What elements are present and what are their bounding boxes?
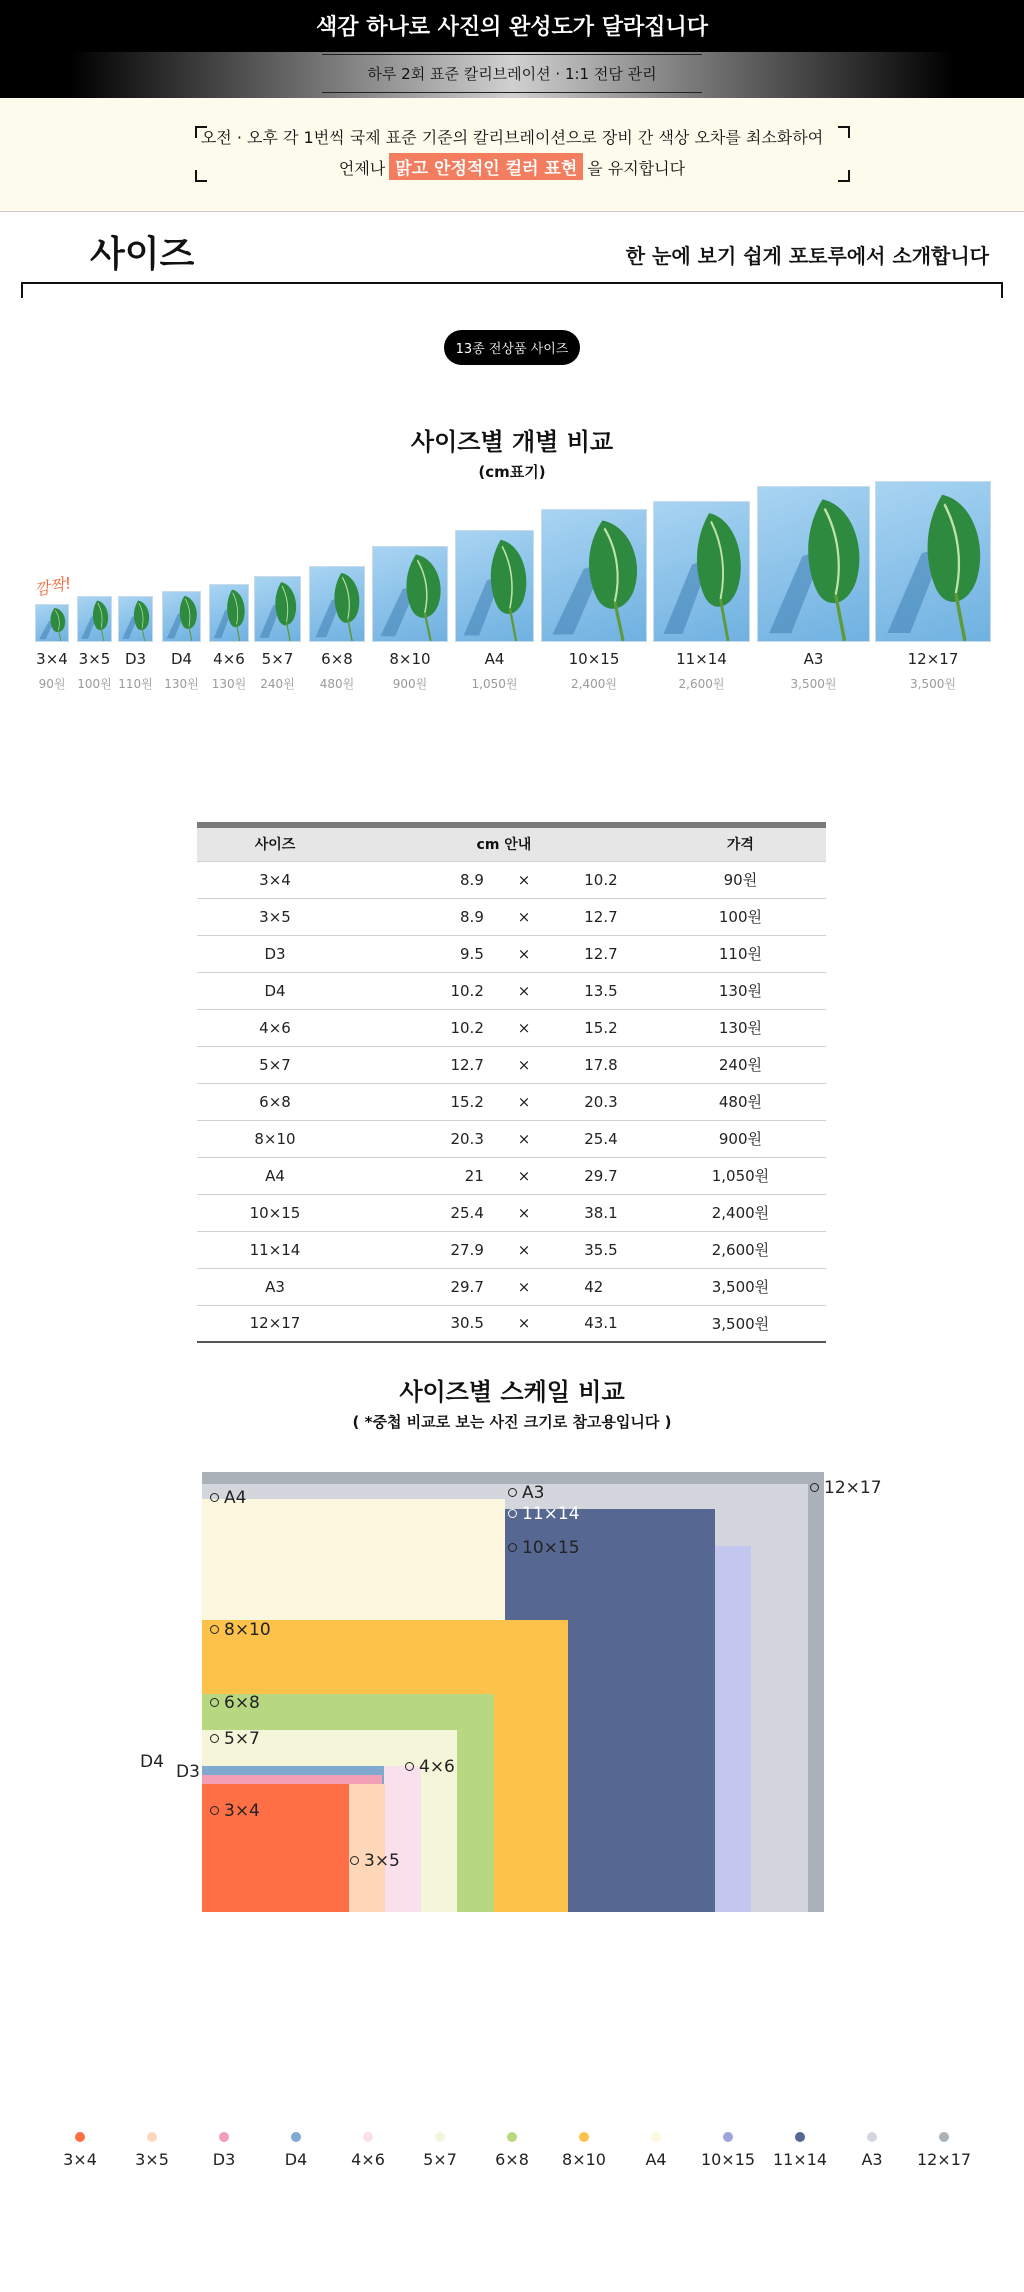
scale-box-label <box>405 1757 455 1777</box>
notice-line-2-pre: 언제나 <box>338 159 386 178</box>
notice-line-2-post: 을 유지합니다 <box>587 159 686 178</box>
times-cell: × <box>494 1231 554 1268</box>
size-cell: 3×4 <box>197 861 353 898</box>
legend-item <box>260 2132 332 2169</box>
monstera-leaf-icon <box>456 531 533 641</box>
size-cell: 3×5 <box>197 898 353 935</box>
legend-swatch-icon <box>651 2132 661 2142</box>
header-banner <box>0 0 1024 98</box>
scale-label-text: 8×10 <box>224 1620 271 1640</box>
scale-box-label <box>210 1693 260 1713</box>
legend-label: 4×6 <box>351 2150 385 2169</box>
badge-area <box>0 302 1024 422</box>
photo-price-label: 240원 <box>260 677 295 691</box>
table-row <box>197 1231 826 1268</box>
deal-label: 깜짝! <box>32 573 74 600</box>
photo-price-label: 130원 <box>211 677 247 691</box>
price-cell: 3,500원 <box>655 1305 826 1342</box>
price-cell: 90원 <box>655 861 826 898</box>
notice-highlight: 맑고 안정적인 컬러 표현 <box>389 153 583 180</box>
scale-legend <box>0 2132 1024 2212</box>
height-cell: 10.2 <box>554 861 655 898</box>
table-row <box>197 1083 826 1120</box>
photo-size-label: 4×6 <box>213 650 245 668</box>
photo-price-label: 2,400원 <box>571 677 617 691</box>
height-cell: 43.1 <box>554 1305 655 1342</box>
scale-label-text: A4 <box>224 1488 247 1508</box>
marker-circle-icon <box>210 1493 219 1502</box>
individual-compare-row <box>0 482 1024 772</box>
width-cell: 8.9 <box>353 861 494 898</box>
table-row <box>197 1157 826 1194</box>
photo-thumbnail <box>875 481 991 642</box>
photo-size-label: 6×8 <box>321 650 353 668</box>
photo-size-label: 3×4 <box>36 650 68 668</box>
photo-thumbnail <box>118 596 153 642</box>
size-cell: D3 <box>197 935 353 972</box>
photo-size-label: A3 <box>803 650 824 668</box>
legend-label: 10×15 <box>700 2150 756 2169</box>
size-title: 사이즈 <box>90 234 195 275</box>
height-cell: 15.2 <box>554 1009 655 1046</box>
marker-circle-icon <box>210 1734 219 1743</box>
size-cell: 8×10 <box>197 1120 353 1157</box>
size-section-heading <box>0 212 1024 302</box>
band-bottom-rule <box>322 92 702 93</box>
marker-circle-icon <box>210 1625 219 1634</box>
table-row <box>197 1046 826 1083</box>
price-cell: 900원 <box>655 1120 826 1157</box>
height-cell: 29.7 <box>554 1157 655 1194</box>
legend-swatch-icon <box>147 2132 157 2142</box>
legend-item <box>116 2132 188 2169</box>
marker-circle-icon <box>405 1762 414 1771</box>
legend-label: 3×5 <box>135 2150 169 2169</box>
legend-swatch-icon <box>219 2132 229 2142</box>
scale-label-text: 5×7 <box>224 1729 260 1749</box>
photo-thumbnail <box>372 546 448 642</box>
photo-size-label: D4 <box>170 650 193 668</box>
scale-label-text: 6×8 <box>224 1693 260 1713</box>
monstera-leaf-icon <box>373 547 447 641</box>
marker-circle-icon <box>350 1856 359 1865</box>
photo-size-label: D3 <box>124 650 147 668</box>
legend-swatch-icon <box>579 2132 589 2142</box>
price-cell: 2,600원 <box>655 1231 826 1268</box>
price-cell: 110원 <box>655 935 826 972</box>
header-subtitle: 하루 2회 표준 칼리브레이션 · 1:1 전담 관리 <box>367 65 657 83</box>
legend-label: A3 <box>861 2150 883 2169</box>
photo-thumbnail <box>35 604 69 642</box>
photo-size-label: 10×15 <box>568 650 620 668</box>
monstera-leaf-icon <box>210 585 248 641</box>
scale-box-label <box>508 1504 580 1524</box>
size-cell: 11×14 <box>197 1231 353 1268</box>
scale-compare-subtitle: ( *중첩 비교로 보는 사진 크기로 참고용입니다 ) <box>352 1413 672 1431</box>
times-cell: × <box>494 1268 554 1305</box>
photo-thumbnail <box>541 509 647 642</box>
times-cell: × <box>494 898 554 935</box>
scale-label-text: 3×5 <box>364 1851 400 1871</box>
table-row <box>197 1120 826 1157</box>
photo-thumbnail <box>254 576 301 642</box>
width-cell: 21 <box>353 1157 494 1194</box>
scale-box-label <box>210 1488 246 1508</box>
photo-price-label: 3,500원 <box>790 677 837 691</box>
photo-size-label: 8×10 <box>389 650 431 668</box>
price-cell: 2,400원 <box>655 1194 826 1231</box>
notice-line-1: 오전 · 오후 각 1번씩 국제 표준 기준의 칼리브레이션으로 장비 간 색상 오차를 최소화하여 <box>200 128 824 147</box>
page-bottom-space <box>0 2212 1024 2292</box>
size-cell: A3 <box>197 1268 353 1305</box>
width-cell: 10.2 <box>353 1009 494 1046</box>
monstera-leaf-icon <box>36 605 68 641</box>
photo-thumbnail <box>757 486 870 642</box>
photo-price-label: 90원 <box>38 677 66 691</box>
legend-item <box>620 2132 692 2169</box>
price-cell: 3,500원 <box>655 1268 826 1305</box>
photo-price-label: 110원 <box>118 677 153 691</box>
table-row <box>197 861 826 898</box>
legend-label: D4 <box>284 2150 308 2169</box>
photo-price-label: 480원 <box>319 677 355 691</box>
photo-price-label: 1,050원 <box>471 677 518 691</box>
scale-label-text: D3 <box>176 1762 200 1782</box>
table-row <box>197 1305 826 1342</box>
monstera-leaf-icon <box>78 597 111 641</box>
price-cell: 130원 <box>655 972 826 1009</box>
scale-label-text: A3 <box>522 1483 545 1503</box>
price-cell: 480원 <box>655 1083 826 1120</box>
legend-item <box>692 2132 764 2169</box>
times-cell: × <box>494 1157 554 1194</box>
scale-box-label <box>210 1620 271 1640</box>
photo-price-label: 3,500원 <box>910 677 956 691</box>
header-title: 색감 하나로 사진의 완성도가 달라집니다 <box>316 15 708 40</box>
scale-box-label <box>508 1538 580 1558</box>
width-cell: 10.2 <box>353 972 494 1009</box>
photo-size-label: A4 <box>484 650 505 668</box>
legend-label: 3×4 <box>63 2150 97 2169</box>
legend-label: A4 <box>645 2150 667 2169</box>
times-cell: × <box>494 1305 554 1342</box>
photo-thumbnail <box>653 501 750 642</box>
col-cm-header: cm 안내 <box>353 825 655 861</box>
notice-line-2 <box>0 153 1024 180</box>
legend-swatch-icon <box>291 2132 301 2142</box>
photo-thumbnail <box>455 530 534 642</box>
scale-box-label <box>210 1729 260 1749</box>
legend-item <box>332 2132 404 2169</box>
photo-thumbnail <box>209 584 249 642</box>
size-cell: A4 <box>197 1157 353 1194</box>
times-cell: × <box>494 1009 554 1046</box>
band-top-rule <box>322 54 702 55</box>
table-row <box>197 1268 826 1305</box>
marker-circle-icon <box>210 1698 219 1707</box>
monstera-leaf-icon <box>310 567 364 641</box>
legend-swatch-icon <box>723 2132 733 2142</box>
legend-swatch-icon <box>795 2132 805 2142</box>
photo-price-label: 130원 <box>164 677 199 691</box>
monstera-leaf-icon <box>255 577 300 641</box>
table-header-row <box>197 825 826 861</box>
photo-size-label: 12×17 <box>907 650 959 668</box>
monstera-leaf-icon <box>542 510 646 641</box>
scale-label-text: 3×4 <box>224 1801 260 1821</box>
scale-label-text: D4 <box>140 1752 164 1772</box>
header-subtitle-band <box>70 52 954 98</box>
width-cell: 9.5 <box>353 935 494 972</box>
size-cell: 6×8 <box>197 1083 353 1120</box>
height-cell: 17.8 <box>554 1046 655 1083</box>
section-frame-rule <box>21 282 1003 298</box>
size-table <box>197 822 826 1343</box>
marker-circle-icon <box>810 1483 819 1492</box>
scale-label-text: 10×15 <box>522 1538 580 1558</box>
legend-label: 12×17 <box>916 2150 972 2169</box>
table-row <box>197 898 826 935</box>
scale-box-label <box>176 1762 206 1782</box>
times-cell: × <box>494 972 554 1009</box>
scale-diagram <box>0 1372 1024 2132</box>
legend-item <box>908 2132 980 2169</box>
scale-box-label <box>140 1752 170 1772</box>
times-cell: × <box>494 1194 554 1231</box>
size-cell: D4 <box>197 972 353 1009</box>
height-cell: 20.3 <box>554 1083 655 1120</box>
scale-box-label <box>508 1483 544 1503</box>
legend-item <box>404 2132 476 2169</box>
marker-circle-icon <box>210 1806 219 1815</box>
table-row <box>197 972 826 1009</box>
scale-box-label <box>350 1851 400 1871</box>
height-cell: 12.7 <box>554 935 655 972</box>
table-row <box>197 1009 826 1046</box>
photo-thumbnail <box>162 591 201 642</box>
width-cell: 29.7 <box>353 1268 494 1305</box>
width-cell: 25.4 <box>353 1194 494 1231</box>
scale-box-label <box>810 1478 882 1498</box>
legend-swatch-icon <box>363 2132 373 2142</box>
photo-price-label: 900원 <box>392 677 428 691</box>
col-price-header: 가격 <box>655 825 826 861</box>
table-row <box>197 935 826 972</box>
width-cell: 15.2 <box>353 1083 494 1120</box>
price-cell: 130원 <box>655 1009 826 1046</box>
height-cell: 13.5 <box>554 972 655 1009</box>
height-cell: 35.5 <box>554 1231 655 1268</box>
scale-compare-title: 사이즈별 스케일 비교 <box>399 1378 625 1406</box>
individual-compare-subtitle: (cm표기) <box>478 463 546 481</box>
marker-circle-icon <box>508 1543 517 1552</box>
width-cell: 20.3 <box>353 1120 494 1157</box>
price-cell: 1,050원 <box>655 1157 826 1194</box>
legend-swatch-icon <box>75 2132 85 2142</box>
price-cell: 100원 <box>655 898 826 935</box>
photo-price-label: 100원 <box>77 677 112 691</box>
legend-swatch-icon <box>867 2132 877 2142</box>
height-cell: 12.7 <box>554 898 655 935</box>
monstera-leaf-icon <box>876 482 990 641</box>
marker-circle-icon <box>508 1509 517 1518</box>
photo-size-label: 5×7 <box>261 650 294 668</box>
height-cell: 42 <box>554 1268 655 1305</box>
monstera-leaf-icon <box>119 597 152 641</box>
scale-label-text: 12×17 <box>824 1478 882 1498</box>
scale-box-label <box>210 1801 260 1821</box>
scale-label-text: 4×6 <box>419 1757 455 1777</box>
scale-label-text: 11×14 <box>522 1504 580 1524</box>
photo-size-label: 11×14 <box>676 650 727 668</box>
legend-label: 5×7 <box>423 2150 457 2169</box>
legend-item <box>836 2132 908 2169</box>
photo-thumbnail <box>309 566 365 642</box>
width-cell: 30.5 <box>353 1305 494 1342</box>
times-cell: × <box>494 861 554 898</box>
times-cell: × <box>494 1083 554 1120</box>
monstera-leaf-icon <box>654 502 749 641</box>
scale-compare-section <box>0 1372 1024 2132</box>
legend-swatch-icon <box>939 2132 949 2142</box>
marker-circle-icon <box>508 1488 517 1497</box>
col-size-header: 사이즈 <box>197 825 353 861</box>
size-cell: 5×7 <box>197 1046 353 1083</box>
legend-item <box>476 2132 548 2169</box>
height-cell: 25.4 <box>554 1120 655 1157</box>
size-cell: 10×15 <box>197 1194 353 1231</box>
photo-price-label: 2,600원 <box>678 677 725 691</box>
legend-swatch-icon <box>507 2132 517 2142</box>
legend-label: 6×8 <box>495 2150 529 2169</box>
size-table-area <box>0 772 1024 1372</box>
width-cell: 27.9 <box>353 1231 494 1268</box>
times-cell: × <box>494 1120 554 1157</box>
monstera-leaf-icon <box>163 592 200 641</box>
product-count-badge: 13종 전상품 사이즈 <box>444 330 581 365</box>
times-cell: × <box>494 935 554 972</box>
monstera-leaf-icon <box>758 487 869 641</box>
width-cell: 12.7 <box>353 1046 494 1083</box>
size-cell: 4×6 <box>197 1009 353 1046</box>
individual-compare-title: 사이즈별 개별 비교 <box>410 428 614 456</box>
legend-item <box>44 2132 116 2169</box>
calibration-notice <box>0 98 1024 212</box>
photo-size-label: 3×5 <box>78 650 111 668</box>
photo-thumbnail <box>77 596 112 642</box>
legend-label: D3 <box>212 2150 236 2169</box>
legend-item <box>548 2132 620 2169</box>
size-description: 한 눈에 보기 쉽게 포토루에서 소개합니다 <box>625 244 989 268</box>
price-cell: 240원 <box>655 1046 826 1083</box>
legend-label: 8×10 <box>562 2150 606 2169</box>
legend-item <box>764 2132 836 2169</box>
legend-swatch-icon <box>435 2132 445 2142</box>
times-cell: × <box>494 1046 554 1083</box>
table-row <box>197 1194 826 1231</box>
size-cell: 12×17 <box>197 1305 353 1342</box>
legend-item <box>188 2132 260 2169</box>
legend-label: 11×14 <box>772 2150 828 2169</box>
width-cell: 8.9 <box>353 898 494 935</box>
height-cell: 38.1 <box>554 1194 655 1231</box>
